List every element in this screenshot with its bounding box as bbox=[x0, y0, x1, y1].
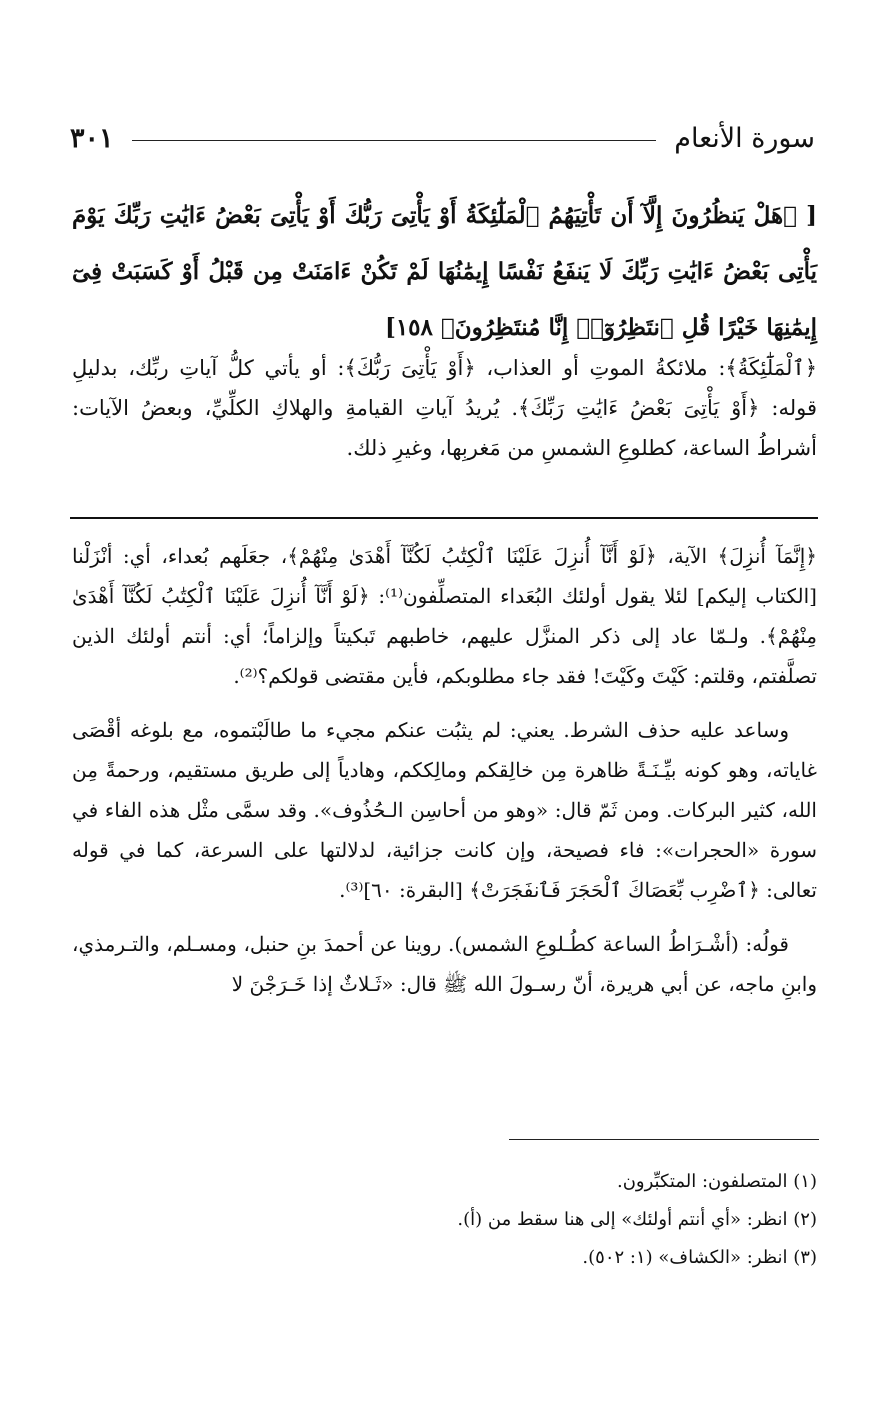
commentary-paragraph: ﴿إِنَّمَآ أُنزِلَ﴾ الآية، ﴿لَوْ أَنَّآ أُنزِلَ عَلَيْنَا ٱلْكِتَٰبُ لَكُنَّآ أَهْدَىٰ مِنْهُمْ﴾، جعَلَهم بُعداء، أي: أنْزَلْنا [الكتاب إليكم] لئلا يقول أولئك البُعَداء المتصلِّفون⁽¹⁾: ﴿لَوْ أَنَّآ أُنزِلَ عَلَيْنَا ٱلْكِتَٰبُ لَكُنَّآ أَهْدَىٰ مِنْهُمْ﴾. ولـمّا عاد إلى ذكر المنزَّل عليهم، خاطبهم تَبكيتاً وإلزاماً؛ أي: أنتم أولئك الذين تصلَّفتم، وقلتم: كَيْتَ وكَيْتَ! فقد جاء مطلوبكم، فأين مقتضى قولكم؟⁽²⁾. bbox=[72, 544, 817, 688]
page-number: ٣٠١ bbox=[70, 122, 114, 154]
section-divider bbox=[70, 517, 818, 519]
running-header bbox=[70, 118, 815, 158]
footnotes bbox=[72, 1163, 817, 1277]
commentary-paragraph: قولُه: (أشْـرَاطُ الساعة كطُـلوعِ الشمس). روينا عن أحمدَ بنِ حنبل، ومسـلم، والتـرمذي، وابنِ ماجه، عن أبي هريرة، أنّ رسـولَ الله ﷺ قال: «ثَـلاثٌ إذا خَـرَجْنَ لا bbox=[72, 932, 817, 996]
surah-title: سورة الأنعام bbox=[674, 122, 815, 154]
header-rule bbox=[132, 140, 657, 141]
main-commentary: ﴿ٱلْمَلَٰٓئِكَةُ﴾: ملائكةُ الموتِ أو العذاب، ﴿أَوْ يَأْتِىَ رَبُّكَ﴾: أو يأتي كلُّ آياتِ ربِّك، بدليلِ قوله: ﴿أَوْ يَأْتِىَ بَعْضُ ءَايَٰتِ رَبِّكَ﴾. يُريدُ آياتِ القيامةِ والهلاكِ الكلِّيِّ، وبعضُ الآيات: أشراطُ الساعة، كطلوعِ الشمسِ من مَغربِها، وغيرِ ذلك. bbox=[72, 356, 817, 460]
marginal-commentary bbox=[72, 536, 817, 1018]
footnote: (١) المتصلفون: المتكبِّرون. bbox=[616, 1171, 817, 1192]
footnote: (٣) انظر: «الكشاف» (١: ٥٠٢). bbox=[582, 1247, 817, 1268]
footnote-rule bbox=[509, 1139, 819, 1140]
quran-verse: [ ﴿هَلْ يَنظُرُونَ إِلَّآ أَن تَأْتِيَهُمُ ٱلْمَلَٰٓئِكَةُ أَوْ يَأْتِىَ رَبُّكَ أَوْ يَأْتِىَ بَعْضُ ءَايَٰتِ رَبِّكَ يَوْمَ يَأْتِى بَعْضُ ءَايَٰتِ رَبِّكَ لَا يَنفَعُ نَفْسًا إِيمَٰنُهَا لَمْ تَكُنْ ءَامَنَتْ مِن قَبْلُ أَوْ كَسَبَتْ فِىٓ إِيمَٰنِهَا خَيْرًا قُلِ ٱنتَظِرُوٓا۟ إِنَّا مُنتَظِرُونَ﴾ ١٥٨] bbox=[72, 202, 817, 341]
commentary-paragraph: وساعد عليه حذف الشرط. يعني: لم يثبُت عنكم مجيء ما طالَبْتموه، مع بلوغه أقْصَى غاياته، وهو كونه بيِّـنَـةً ظاهرة مِن خالِقكم ومالِككم، وهادياً إلى طريق مستقيم، ورحمةً مِن الله، كثير البركات. ومن ثَمّ قال: «وهو من أحاسِن الـحُذُوف». وقد سمَّى مثْل هذه الفاء في سورة «الحجرات»: فاء فصيحة، وإن كانت جزائية، لدلالتها على السرعة، كما في قوله تعالى: ﴿ٱضْرِب بِّعَصَاكَ ٱلْحَجَرَ فَٱنفَجَرَتْ﴾ [البقرة: ٦٠]⁽³⁾. bbox=[72, 718, 817, 902]
footnote: (٢) انظر: «أي أنتم أولئك» إلى هنا سقط من (أ). bbox=[457, 1209, 817, 1230]
